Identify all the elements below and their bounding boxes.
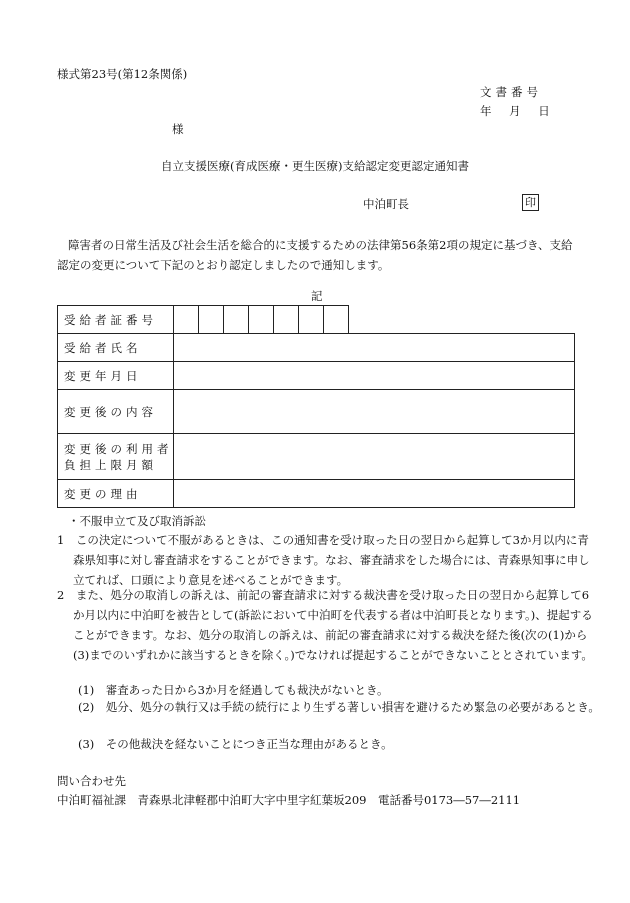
digit-box [324,306,349,334]
monthly-limit-line-1: 変更後の利用者 [64,441,173,456]
change-date-value [174,362,575,390]
digit-box [199,306,224,334]
addressee-suffix: 様 [172,122,184,136]
digit-box [274,306,299,334]
appeal-subitem-1: (1) 審査あった日から3か月を経過しても裁決がないとき。 [78,683,389,697]
row-label-recipient-name: 受給者氏名 [58,334,174,362]
table-row [58,362,575,390]
appeal-subitem-2: (2) 処分、処分の執行又は手続の続行により生ずる著しい損害を避けるため緊急の必要があるとき。 [78,700,600,714]
body-paragraph: 障害者の日常生活及び社会生活を総合的に支援するための法律第56条第2項の規定に基づき、支給認定の変更について下記のとおり認定しましたので通知します。 [57,238,573,272]
date-label: 年 月 日 [480,104,550,118]
changed-content-value [174,390,575,434]
change-reason-value [174,480,575,508]
contact-heading: 問い合わせ先 [57,774,126,788]
appeal-item-2: 2 また、処分の取消しの訴えは、前記の審査請求に対する裁決書を受け取った日の翌日から起算して6か月以内に中泊町を被告として(訴訟において中泊町を代表する者は中泊町長となります。)、提起することができます。なお、処分の取消しの訴えは、前記の審査請求に対する裁決を経た後(次の(1)から(3)までのいずれかに該当するときを除く。)でなければ提起することができないこととされています。 [57,588,593,662]
table-row [58,306,575,334]
contact-details: 中泊町福祉課 青森県北津軽郡中泊町大字中里字紅葉坂209 電話番号0173―57―2111 [57,793,521,807]
table-row [58,480,575,508]
monthly-limit-line-2: 負担上限月額 [64,457,157,472]
digit-box [299,306,324,334]
document-title: 自立支援医療(育成医療・更生医療)支給認定変更認定通知書 [161,159,469,173]
monthly-limit-value [174,434,575,480]
digit-box [174,306,199,334]
table-spacer [349,306,575,334]
recipient-name-value [174,334,575,362]
ki-heading: 記 [311,289,323,303]
issuer-name: 中泊町長 [363,197,409,211]
row-label-change-date: 変更年月日 [58,362,174,390]
appeal-notice-heading: ・不服申立て及び取消訴訟 [68,514,206,528]
row-label-changed-content: 変更後の内容 [58,390,174,434]
table-row [58,434,575,480]
form-number: 様式第23号(第12条関係) [57,67,188,81]
row-label-recipient-cert-number: 受給者証番号 [58,306,174,334]
appeal-subitem-3: (3) その他裁決を経ないことにつき正当な理由があるとき。 [78,737,393,751]
digit-box [224,306,249,334]
table-row [58,390,575,434]
row-label-monthly-limit [58,434,174,480]
row-label-change-reason: 変更の理由 [58,480,174,508]
seal-mark: 印 [522,194,539,211]
table-row [58,334,575,362]
appeal-item-1: 1 この決定について不服があるときは、この通知書を受け取った日の翌日から起算して3か月以内に青森県知事に対し審査請求をすることができます。なお、審査請求をした場合には、青森県知事に申し立てれば、口頭により意見を述べることができます。 [57,533,590,587]
document-number-label: 文書番号 [480,85,542,99]
digit-box [249,306,274,334]
certification-table [57,305,575,508]
